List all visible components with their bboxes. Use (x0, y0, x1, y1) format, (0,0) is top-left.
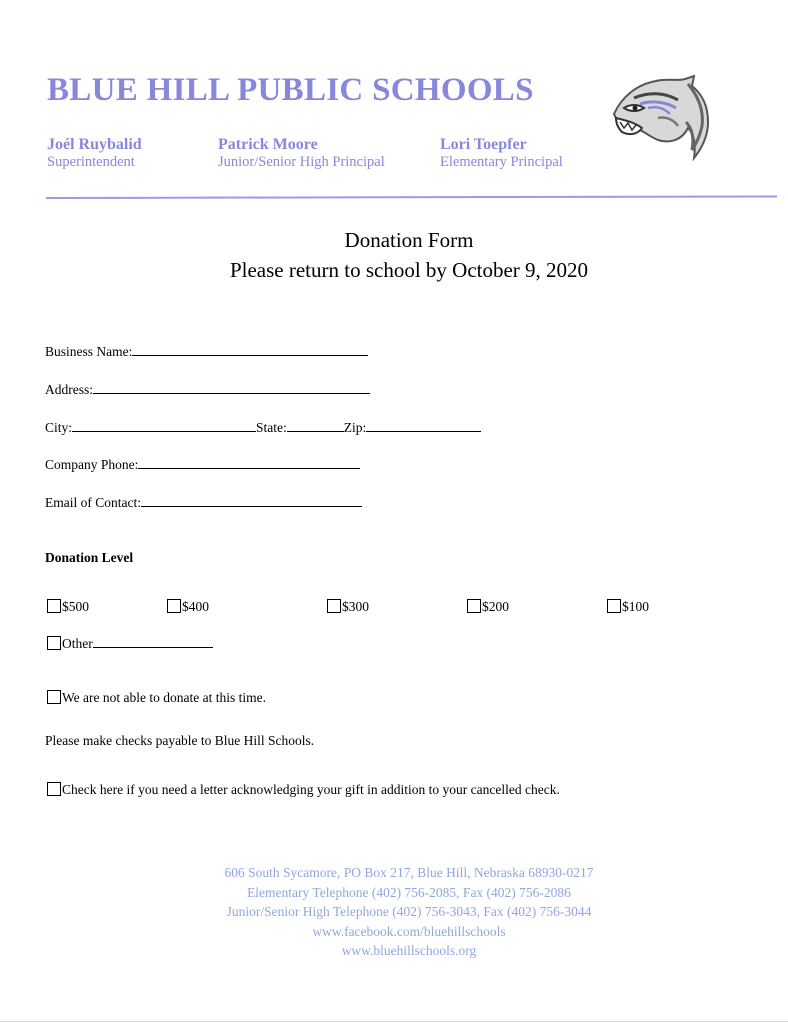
email-field[interactable] (45, 494, 362, 511)
level-label: $100 (622, 599, 649, 614)
level-label: $400 (182, 599, 209, 614)
business-name-field[interactable] (45, 343, 368, 360)
not-able-label: We are not able to donate at this time. (62, 690, 266, 705)
level-label: $300 (342, 599, 369, 614)
form-title: Donation Form (344, 228, 474, 252)
checkbox[interactable] (47, 599, 61, 613)
staff-superintendent (47, 136, 142, 171)
level-label: $200 (482, 599, 509, 614)
staff-role: Superintendent (47, 154, 135, 170)
checks-payable-note: Please make checks payable to Blue Hill Schools. (45, 733, 315, 748)
checkbox[interactable] (47, 636, 61, 650)
city-line[interactable] (72, 419, 256, 432)
staff-name: Lori Toepfer (440, 136, 527, 153)
address-label: Address: (45, 382, 93, 397)
header-divider (46, 195, 777, 199)
staff-name: Patrick Moore (218, 136, 318, 153)
checkbox[interactable] (167, 599, 181, 613)
footer (0, 863, 788, 961)
school-name: BLUE HILL PUBLIC SCHOOLS (47, 72, 534, 108)
level-option-500[interactable] (47, 599, 89, 615)
state-line[interactable] (287, 419, 344, 432)
footer-address: 606 South Sycamore, PO Box 217, Blue Hill, Nebraska 68930-0217 (224, 865, 594, 880)
email-label: Email of Contact: (45, 495, 141, 510)
letter-request-label: Check here if you need a letter acknowledging your gift in addition to your cancelled check. (62, 782, 560, 797)
zip-label: Zip: (343, 420, 367, 435)
footer-elementary-phone: Elementary Telephone (402) 756-2085, Fax (402) 756-2086 (247, 884, 571, 900)
wildcat-mascot-icon (604, 74, 714, 162)
company-phone-field[interactable] (45, 456, 360, 473)
staff-hs-principal (218, 136, 385, 171)
level-label: $500 (62, 599, 89, 614)
checkbox[interactable] (607, 599, 621, 613)
company-phone-label: Company Phone: (45, 457, 139, 472)
zip-line[interactable] (366, 419, 481, 432)
city-state-zip-field[interactable] (45, 419, 481, 436)
level-option-400[interactable] (167, 599, 209, 615)
company-phone-line[interactable] (138, 456, 360, 469)
other-label: Other (62, 636, 93, 651)
level-option-100[interactable] (607, 599, 649, 615)
other-amount-line[interactable] (93, 635, 213, 648)
state-label: State: (256, 420, 287, 435)
checkbox[interactable] (47, 782, 61, 796)
email-line[interactable] (141, 494, 362, 507)
page-bottom-edge (0, 1021, 788, 1022)
staff-name: Joél Ruybalid (47, 136, 142, 153)
staff-elem-principal (440, 136, 563, 171)
footer-website-link[interactable]: www.bluehillschools.org (341, 943, 477, 958)
donation-level-heading: Donation Level (45, 550, 134, 565)
not-able-option[interactable] (47, 690, 266, 706)
address-line[interactable] (93, 381, 370, 394)
staff-role: Elementary Principal (440, 154, 563, 170)
checkbox[interactable] (467, 599, 481, 613)
checkbox[interactable] (47, 690, 61, 704)
checkbox[interactable] (327, 599, 341, 613)
footer-high-phone: Junior/Senior High Telephone (402) 756-3043, Fax (402) 756-3044 (226, 904, 592, 919)
business-name-line[interactable] (132, 343, 368, 356)
letter-request-option[interactable] (47, 782, 560, 798)
address-field[interactable] (45, 381, 370, 398)
staff-role: Junior/Senior High Principal (218, 154, 385, 170)
city-label: City: (45, 420, 73, 435)
footer-facebook-link[interactable]: www.facebook.com/bluehillschools (312, 923, 506, 939)
level-option-300[interactable] (327, 599, 369, 615)
form-subtitle: Please return to school by October 9, 2020 (229, 258, 589, 282)
level-option-200[interactable] (467, 599, 509, 615)
level-option-other[interactable] (47, 635, 213, 652)
business-name-label: Business Name: (45, 344, 133, 359)
